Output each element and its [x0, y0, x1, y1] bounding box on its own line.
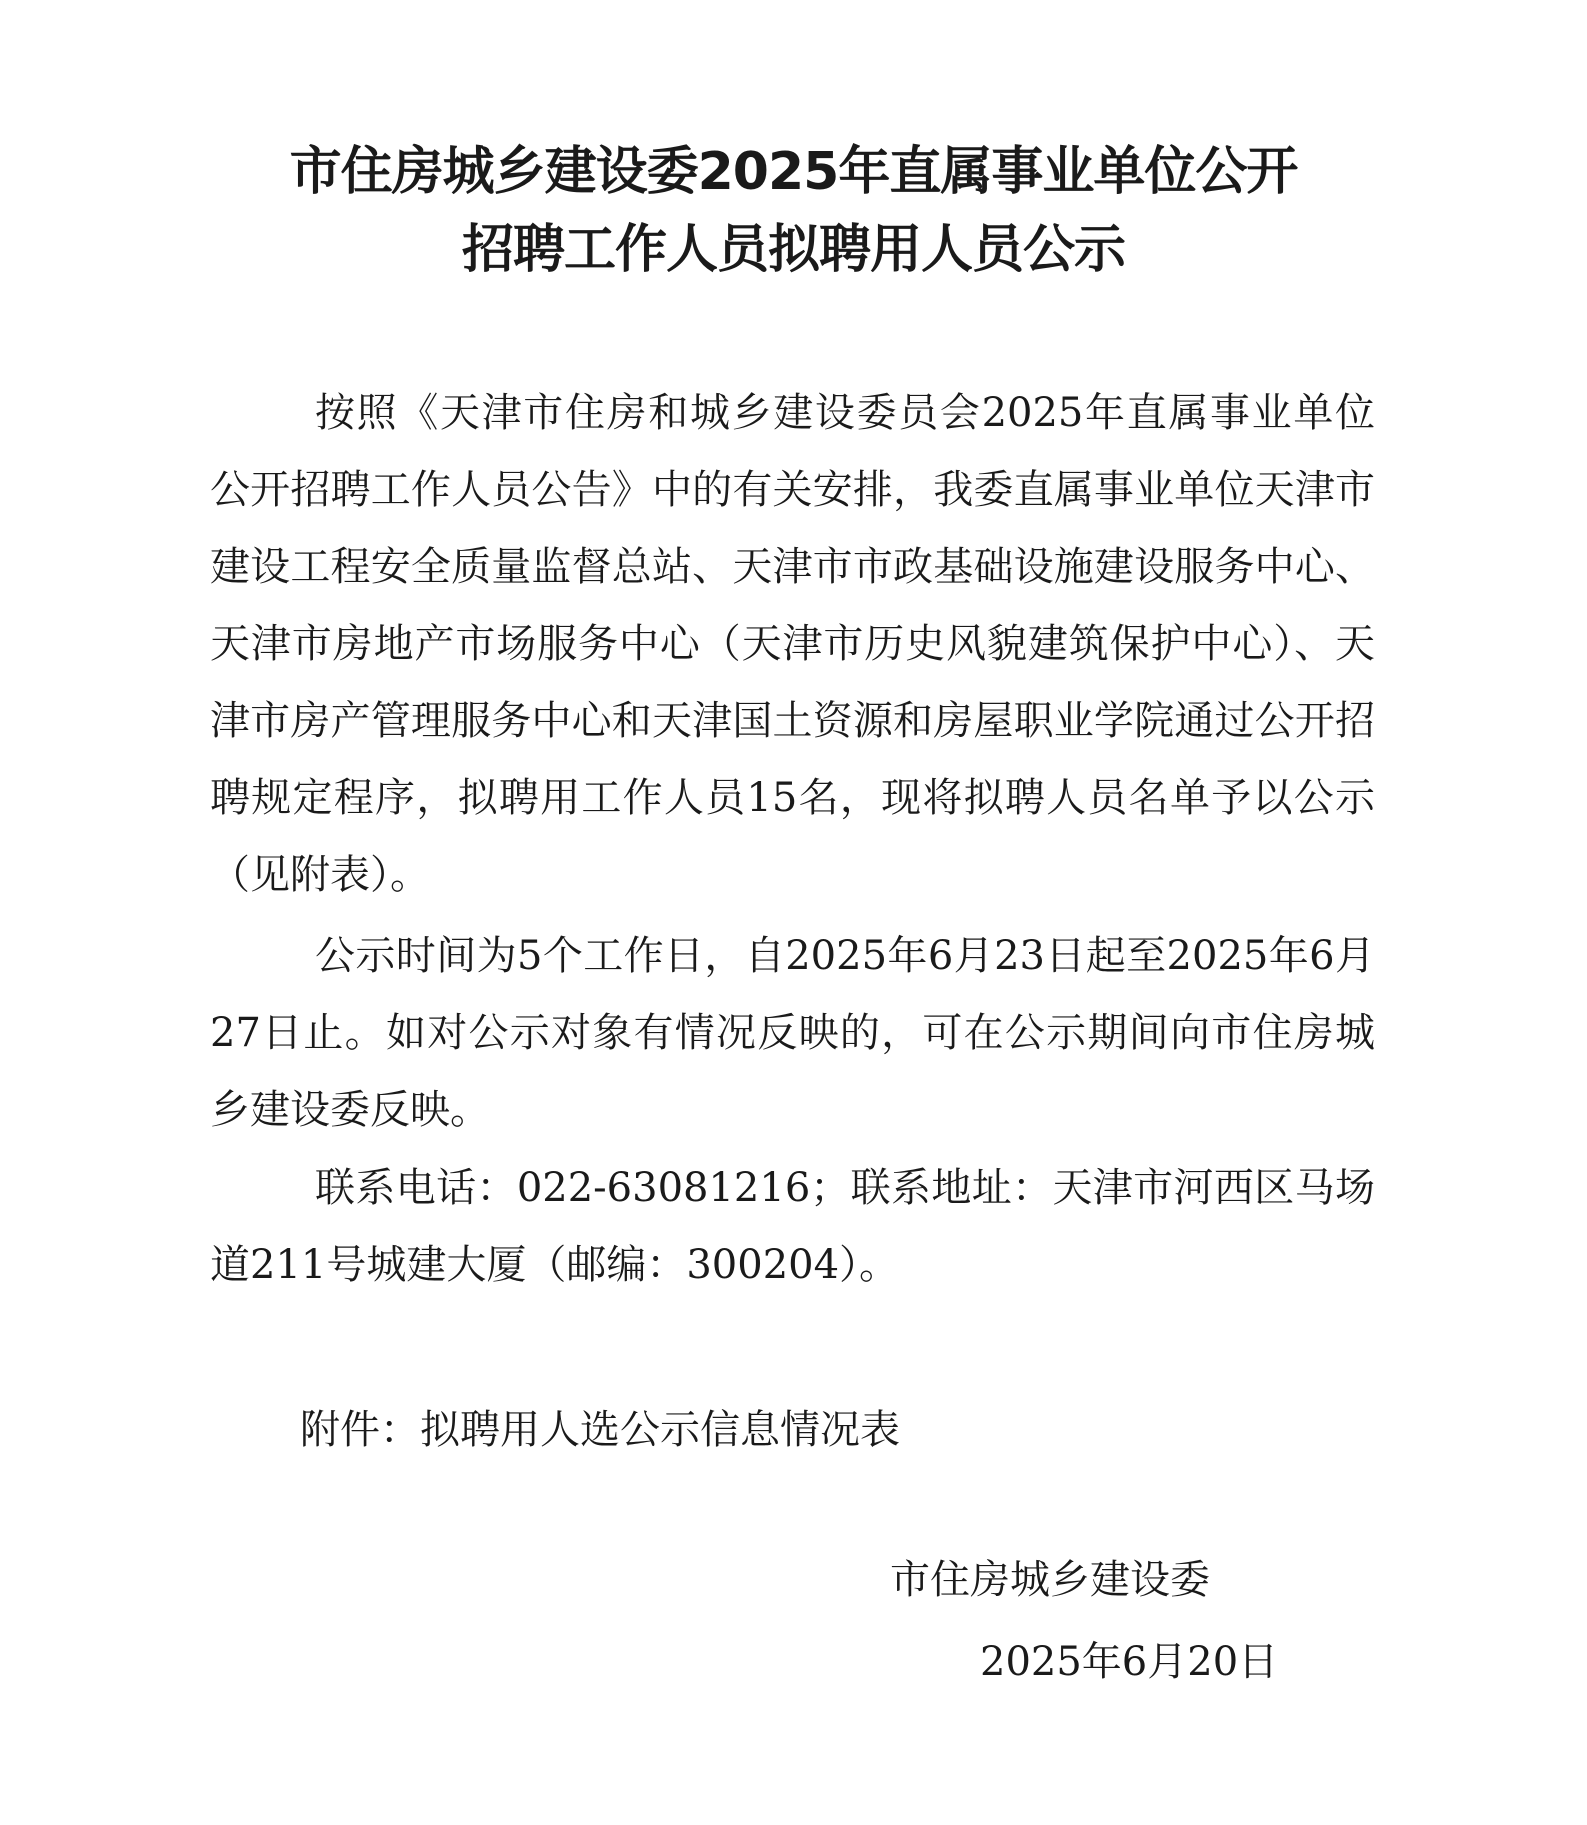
paragraph-contact-info: 联系电话：022-63081216；联系地址：天津市河西区马场道211号城建大厦（邮编：300204）。	[210, 1165, 1375, 1288]
attachment-note: 附件：拟聘用人选公示信息情况表	[300, 1407, 900, 1453]
document-title-line-2: 招聘工作人员拟聘用人员公示	[461, 220, 1125, 280]
paragraph-publicity-period: 公示时间为5个工作日，自2025年6月23日起至2025年6月27日止。如对公示对象有情况反映的，可在公示期间向市住房城乡建设委反映。	[210, 933, 1375, 1133]
signature-date: 2025年6月20日	[980, 1639, 1279, 1685]
signature-organization: 市住房城乡建设委	[890, 1557, 1210, 1603]
document-title-line-1: 市住房城乡建设委2025年直属事业单位公开	[289, 142, 1298, 202]
paragraph-announcement: 按照《天津市住房和城乡建设委员会2025年直属事业单位公开招聘工作人员公告》中的有关安排，我委直属事业单位天津市建设工程安全质量监督总站、天津市市政基础设施建设服务中心、天津市房地产市场服务中心（天津市历史风貌建筑保护中心）、天津市房产管理服务中心和天津国土资源和房屋职业学院通过公开招聘规定程序，拟聘用工作人员15名，现将拟聘人员名单予以公示（见附表）。	[210, 390, 1375, 898]
